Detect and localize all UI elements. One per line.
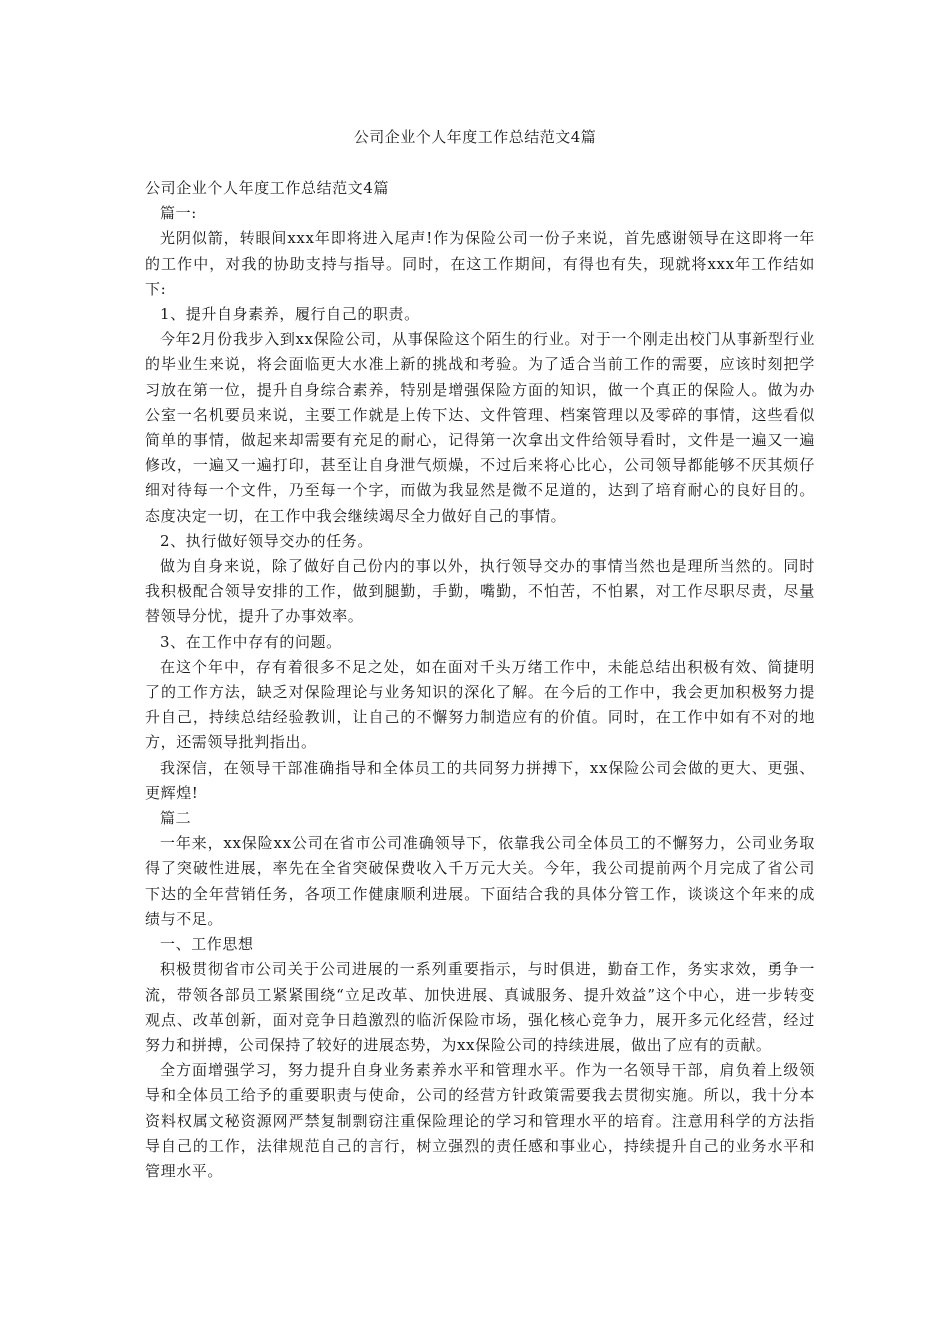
paragraph: 一年来，xx保险xx公司在省市公司准确领导下，依靠我公司全体员工的不懈努力，公司业务取得了突破性进展，率先在全省突破保费收入千万元大关。今年，我公司提前两个月完成了省公司下达的全年营销任务，各项工作健康顺利进展。下面结合我的具体分管工作，谈谈这个年来的成绩与不足。	[145, 834, 815, 928]
document-title: 公司企业个人年度工作总结范文4篇	[353, 128, 597, 146]
document-body	[145, 176, 815, 1184]
subsection-heading: 2、执行做好领导交办的任务。	[160, 531, 373, 550]
paragraph: 做为自身来说，除了做好自己份内的事以外，执行领导交办的事情当然也是理所当然的。同时我积极配合领导安排的工作，做到腿勤，手勤，嘴勤，不怕苦，不怕累，对工作尽职尽责，尽量替领导分忧，提升了办事效率。	[145, 557, 815, 626]
paragraph: 我深信，在领导干部准确指导和全体员工的共同努力拼搏下，xx保险公司会做的更大、更强、更辉煌!	[145, 758, 815, 802]
paragraph: 积极贯彻省市公司关于公司进展的一系列重要指示，与时俱进，勤奋工作，务实求效，勇争一流，带领各部员工紧紧围绕“立足改革、加快进展、真诚服务、提升效益”这个中心，进一步转变观点、改革创新，面对竞争日趋激烈的临沂保险市场，强化核心竞争力，展开多元化经营，经过努力和拼搏，公司保持了较好的进展态势，为xx保险公司的持续进展，做出了应有的贡献。	[145, 960, 815, 1054]
subsection-heading: 一、工作思想	[160, 935, 254, 954]
paragraph: 全方面增强学习，努力提升自身业务素养水平和管理水平。作为一名领导干部，肩负着上级领导和全体员工给予的重要职责与使命，公司的经营方针政策需要我去贯彻实施。所以，我十分本资料权属文秘资源网严禁复制剽窃注重保险理论的学习和管理水平的培育。注意用科学的方法指导自己的工作，法律规范自己的言行，树立强烈的责任感和事业心，持续提升自己的业务水平和管理水平。	[145, 1061, 815, 1180]
subsection-heading: 3、在工作中存有的问题。	[160, 632, 342, 651]
document-subtitle: 公司企业个人年度工作总结范文4篇	[145, 179, 390, 197]
paragraph: 光阴似箭，转眼间xxx年即将进入尾声!作为保险公司一份子来说，首先感谢领导在这即将一年的工作中，对我的协助支持与指导。同时，在这工作期间，有得也有失，现就将xxx年工作结如下:	[145, 229, 815, 298]
section-heading-part-one: 篇一:	[160, 204, 197, 223]
paragraph: 今年2月份我步入到xx保险公司，从事保险这个陌生的行业。对于一个刚走出校门从事新型行业的毕业生来说，将会面临更大水准上新的挑战和考验。为了适合当前工作的需要，应该时刻把学习放在第一位，提升自身综合素养，特别是增强保险方面的知识，做一个真正的保险人。做为办公室一名机要员来说，主要工作就是上传下达、文件管理、档案管理以及零碎的事情，这些看似简单的事情，做起来却需要有充足的耐心，记得第一次拿出文件给领导看时，文件是一遍又一遍修改，一遍又一遍打印，甚至让自身泄气烦燥，不过后来将心比心，公司领导都能够不厌其烦仔细对待每一个文件，乃至每一个字，而做为我显然是微不足道的，达到了培育耐心的良好目的。态度决定一切，在工作中我会继续竭尽全力做好自己的事情。	[145, 330, 815, 525]
section-heading-part-two: 篇二	[160, 809, 192, 828]
paragraph: 在这个年中，存有着很多不足之处，如在面对千头万绪工作中，未能总结出积极有效、简捷明了的工作方法，缺乏对保险理论与业务知识的深化了解。在今后的工作中，我会更加积极努力提升自己，持续总结经验教训，让自己的不懈努力制造应有的价值。同时，在工作中如有不对的地方，还需领导批判指出。	[145, 657, 815, 752]
subsection-heading: 1、提升自身素养，履行自己的职责。	[160, 305, 420, 324]
